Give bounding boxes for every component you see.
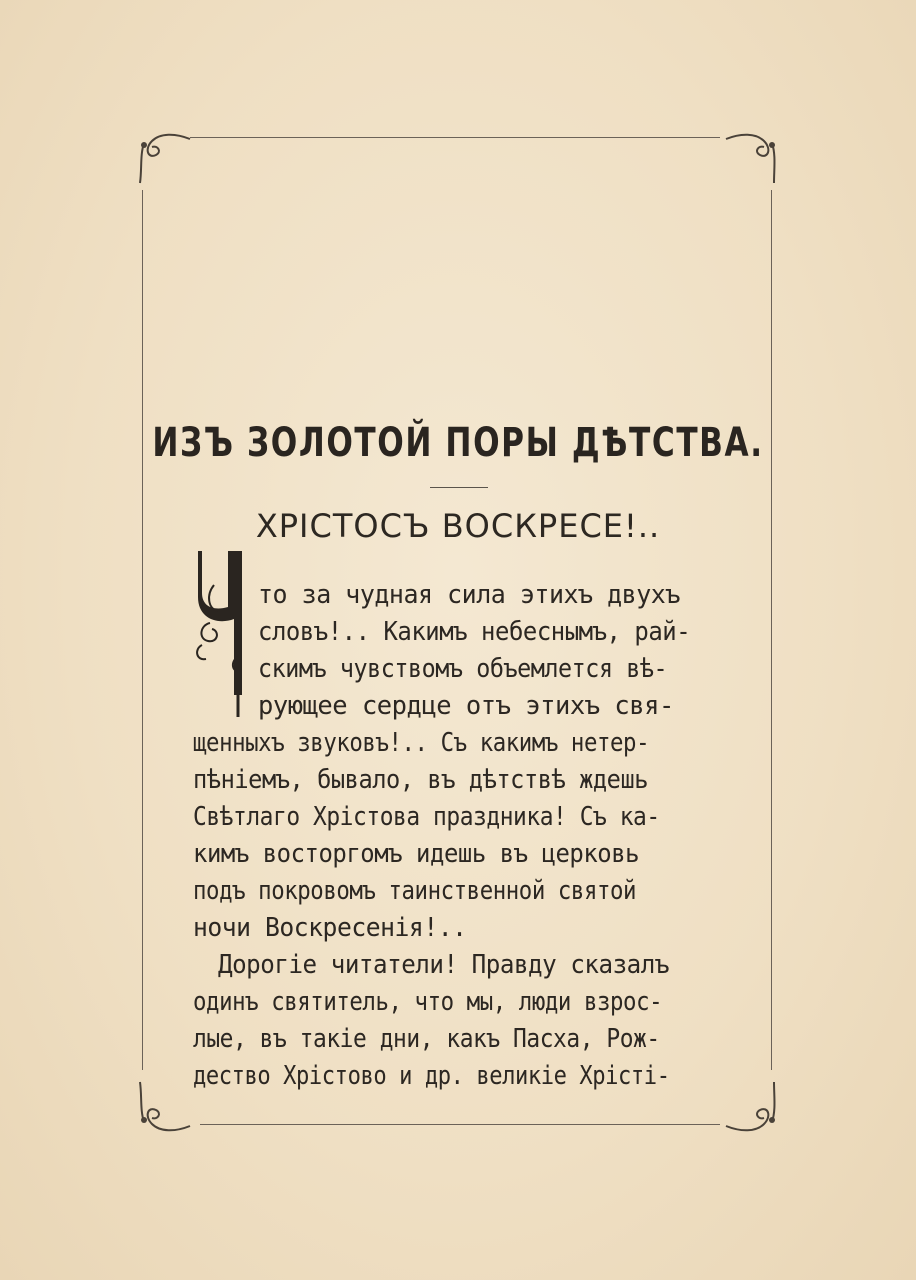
- frame-right-rule: [771, 190, 772, 1070]
- title-divider: [430, 487, 488, 488]
- flourish-corner-icon: [716, 125, 786, 195]
- body-line: Дорогіе читатели! Правду сказалъ: [218, 950, 669, 980]
- body-line: рующее сердце отъ этихъ свя-: [258, 691, 674, 721]
- body-line: лые, въ такіе дни, какъ Пасха, Рож-: [193, 1024, 660, 1054]
- ornamental-dropcap: [194, 545, 256, 720]
- body-line: одинъ святитель, что мы, люди взрос-: [193, 987, 663, 1017]
- body-line: кимъ восторгомъ идешь въ церковь: [193, 839, 640, 869]
- body-line: ночи Воскресенія!..: [193, 913, 467, 943]
- body-line: дество Хрістово и др. великіе Хрісті-: [193, 1061, 670, 1091]
- frame-left-rule: [142, 190, 143, 1070]
- frame-bottom-rule: [200, 1124, 720, 1125]
- body-line: подъ покровомъ таинственной святой: [193, 876, 637, 906]
- body-line: словъ!.. Какимъ небеснымъ, рай-: [258, 617, 691, 647]
- body-line: щенныхъ звуковъ!.. Съ какимъ нетер-: [193, 728, 650, 758]
- body-line: скимъ чувствомъ объемлется вѣ-: [258, 654, 668, 684]
- chapter-subtitle: ХРІСТОСЪ ВОСКРЕСЕ!..: [255, 507, 661, 545]
- flourish-corner-icon: [130, 125, 200, 195]
- flourish-corner-icon: [716, 1070, 786, 1140]
- body-line: то за чудная сила этихъ двухъ: [258, 580, 680, 610]
- flourish-corner-icon: [130, 1070, 200, 1140]
- frame-top-rule: [190, 137, 720, 138]
- chapter-title: ИЗЪ ЗОЛОТОЙ ПОРЫ ДѢТСТВА.: [152, 420, 764, 466]
- body-line: пѣніемъ, бывало, въ дѣтствѣ ждешь: [193, 765, 649, 795]
- body-line: Свѣтлаго Хрістова праздника! Съ ка-: [193, 802, 660, 832]
- svg-text:Ч: Ч: [196, 557, 197, 558]
